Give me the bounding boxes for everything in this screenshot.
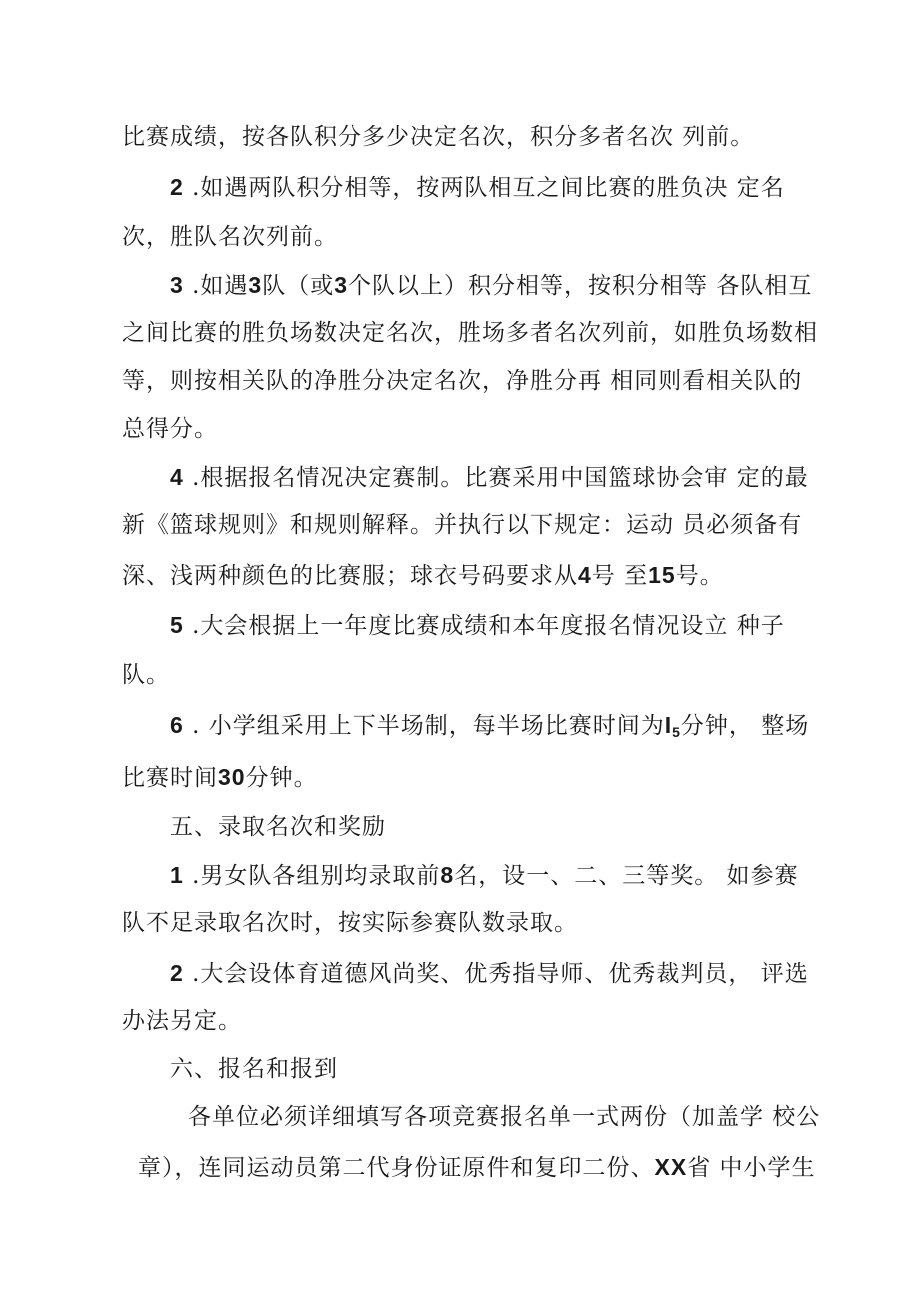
award-item-1: [170, 860, 799, 891]
inline-number: 3: [248, 272, 263, 298]
item-text: .根据报名情况决定赛制。比赛采用中国篮球协会审 定的最: [183, 465, 809, 491]
item-text: 队（或: [262, 273, 335, 299]
item-text: 号 至: [591, 563, 649, 589]
item-text: .如遇两队积分相等，按两队相互之间比赛的胜负决 定名: [183, 175, 785, 201]
inline-number: 30: [218, 764, 246, 790]
item-number: 2: [170, 960, 184, 986]
section-heading: 六、报名和报到: [170, 1056, 338, 1082]
inline-number: XX: [654, 1154, 688, 1180]
paragraph-line: 办法另定。: [122, 1008, 242, 1034]
paragraph-line: 次，胜队名次列前。: [122, 224, 338, 250]
item-text: .男女队各组别均录取前: [183, 863, 441, 889]
paragraph-line: 之间比赛的胜负场数决定名次，胜场多者名次列前，如胜负场数相: [122, 320, 818, 346]
item-number: 5: [170, 612, 184, 638]
item-number: 4: [170, 464, 184, 490]
paragraph-line: 新《篮球规则》和规则解释。并执行以下规定：运动 员必须备有: [122, 512, 803, 538]
item-number: 6: [170, 712, 184, 738]
inline-subscript: 5: [672, 724, 681, 740]
item-text: 章），连同运动员第二代身份证原件和复印二份、: [138, 1155, 655, 1181]
item-text: 个队以上）积分相等，按积分相等 各队相互: [348, 273, 813, 299]
rule-item-3: [170, 270, 812, 301]
inline-number: 15: [648, 562, 676, 588]
inline-number: 8: [440, 862, 455, 888]
item-text: .大会根据上一年度比赛成绩和本年度报名情况设立 种子: [183, 613, 785, 639]
item-text: 省 中小学生: [687, 1155, 816, 1181]
inline-number: 3: [334, 272, 349, 298]
item-number: 3: [170, 272, 184, 298]
paragraph-line: 等，则按相关队的净胜分决定名次，净胜分再 相同则看相关队的: [122, 368, 803, 394]
paragraph-line: 队不足录取名次时，按实际参赛队数录取。: [122, 910, 578, 936]
inline-number: I: [664, 712, 673, 738]
item-text: 深、浅两种颜色的比赛服；球衣号码要求从: [122, 563, 578, 589]
item-text: 号。: [675, 563, 724, 589]
section-heading: 五、录取名次和奖励: [170, 814, 386, 840]
rule-item-2: [170, 172, 785, 203]
item-text: 比赛时间: [122, 765, 218, 791]
inline-number: 4: [578, 562, 592, 588]
award-item-2: [170, 958, 809, 989]
paragraph-line: [138, 1152, 816, 1183]
item-text: . 小学组采用上下半场制，每半场比赛时间为: [183, 713, 665, 739]
paragraph-line: 各单位必须详细填写各项竞赛报名单一式两份（加盖学 校公: [188, 1104, 821, 1130]
item-text: .大会设体育道德风尚奖、优秀指导师、优秀裁判员， 评选: [183, 961, 809, 987]
paragraph-line: 总得分。: [122, 416, 218, 442]
item-number: 2: [170, 174, 184, 200]
item-text: 分钟， 整场: [680, 713, 810, 739]
rule-item-5: [170, 610, 785, 641]
item-text: .如遇: [183, 273, 249, 299]
paragraph-line: [122, 762, 318, 793]
paragraph-line: [122, 560, 724, 591]
rule-item-6: [170, 710, 809, 747]
paragraph-line: 队。: [122, 662, 170, 688]
paragraph-line: 比赛成绩，按各队积分多少决定名次，积分多者名次 列前。: [122, 124, 755, 150]
item-text: 名，设一、二、三等奖。 如参赛: [454, 863, 799, 889]
rule-item-4: [170, 462, 809, 493]
item-text: 分钟。: [245, 765, 318, 791]
item-number: 1: [170, 862, 184, 888]
